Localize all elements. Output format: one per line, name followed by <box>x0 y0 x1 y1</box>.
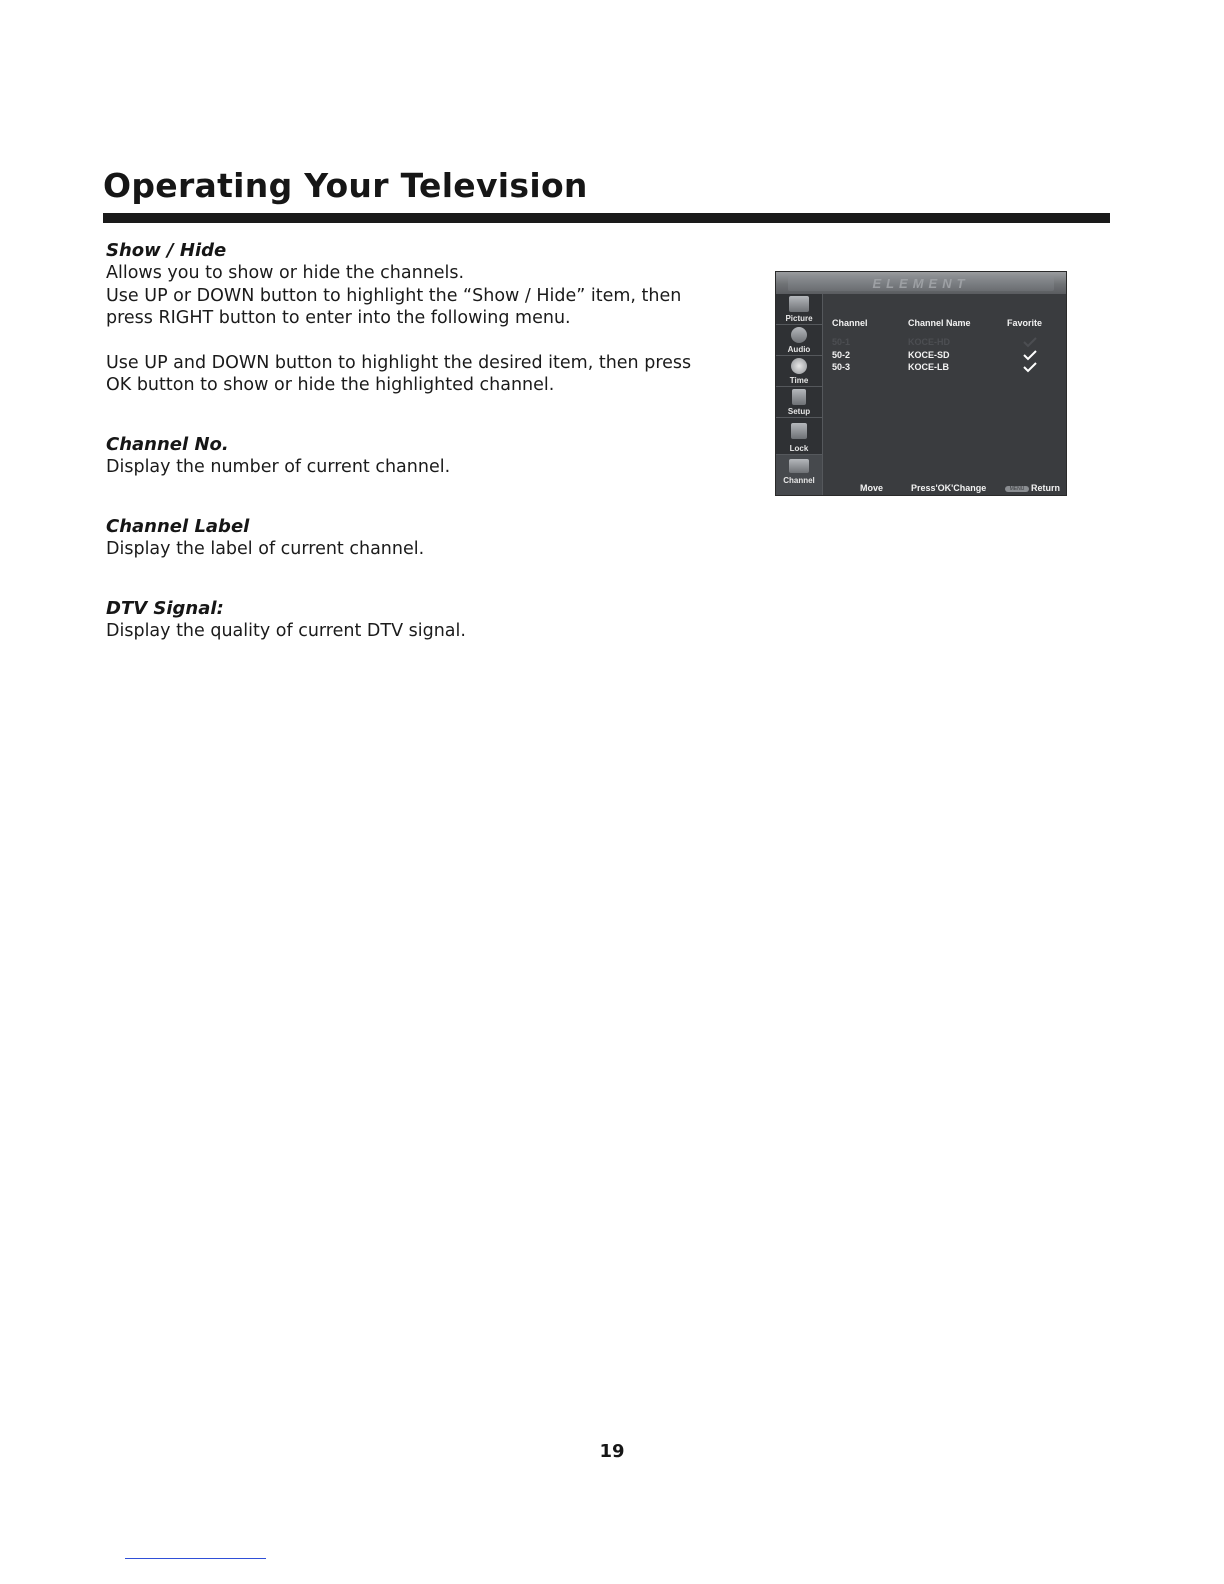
checkmark-icon <box>1023 350 1037 361</box>
channel-number: 50-2 <box>832 350 851 360</box>
channel-name: KOCE-LB <box>908 362 949 372</box>
picture-icon <box>789 296 809 312</box>
nav-item-picture[interactable] <box>776 294 822 325</box>
section-heading: Show / Hide <box>106 240 227 261</box>
checkmark-icon <box>1023 362 1037 373</box>
body-line: Display the number of current channel. <box>106 457 451 477</box>
body-line: Display the quality of current DTV signal. <box>106 621 466 641</box>
section-heading: Channel Label <box>106 516 250 537</box>
footer-rule <box>125 1558 266 1559</box>
channel-number: 50-1 <box>832 337 851 347</box>
checkmark-icon <box>1023 337 1037 348</box>
section-heading: DTV Signal: <box>106 598 224 619</box>
menu-key-icon: MENU <box>1005 486 1029 492</box>
channel-row[interactable] <box>776 350 1066 362</box>
channel-number: 50-3 <box>832 362 851 372</box>
nav-label: Lock <box>789 444 809 453</box>
brand-logo: ELEMENT <box>872 276 970 291</box>
body-line: Display the label of current channel. <box>106 539 425 559</box>
page-title: Operating Your Television <box>103 166 588 205</box>
section-channel-label <box>106 515 746 561</box>
footer-move: Move <box>860 483 884 493</box>
channel-row[interactable] <box>776 362 1066 374</box>
section-show-hide <box>106 239 746 397</box>
section-channel-no <box>106 433 746 479</box>
col-head-channel-name: Channel Name <box>908 318 971 328</box>
nav-label: Channel <box>783 476 815 485</box>
nav-label: Picture <box>785 314 813 323</box>
col-head-favorite: Favorite <box>1007 318 1043 328</box>
footer-change: Press'OK'Change <box>911 483 987 493</box>
body-line: Allows you to show or hide the channels. <box>106 263 465 283</box>
nav-item-lock[interactable] <box>776 418 822 455</box>
channel-name: KOCE-HD <box>908 337 950 347</box>
section-heading: Channel No. <box>106 434 229 455</box>
osd-header <box>776 272 1066 294</box>
col-head-channel: Channel <box>832 318 868 328</box>
tools-icon <box>792 389 806 405</box>
tv-menu-screenshot <box>775 271 1067 496</box>
osd-sidebar <box>776 294 823 495</box>
channel-row[interactable] <box>776 337 1066 349</box>
nav-label: Setup <box>787 407 811 416</box>
title-rule <box>103 213 1110 223</box>
page-number: 19 <box>599 1441 625 1462</box>
body-line: press RIGHT button to enter into the following menu. <box>106 308 571 328</box>
nav-item-setup[interactable] <box>776 387 822 418</box>
nav-label: Audio <box>787 345 811 354</box>
body-line: Use UP or DOWN button to highlight the “Show / Hide” item, then <box>106 285 682 306</box>
nav-label: Time <box>789 376 809 385</box>
body-line: OK button to show or hide the highlighted channel. <box>106 375 555 395</box>
section-dtv-signal <box>106 597 746 643</box>
channel-name: KOCE-SD <box>908 350 950 360</box>
lock-icon <box>791 423 807 439</box>
footer-return: Return <box>1031 483 1060 493</box>
nav-item-channel[interactable] <box>776 455 822 495</box>
body-line: Use UP and DOWN button to highlight the desired item, then press <box>106 352 692 373</box>
channel-icon <box>789 459 809 473</box>
